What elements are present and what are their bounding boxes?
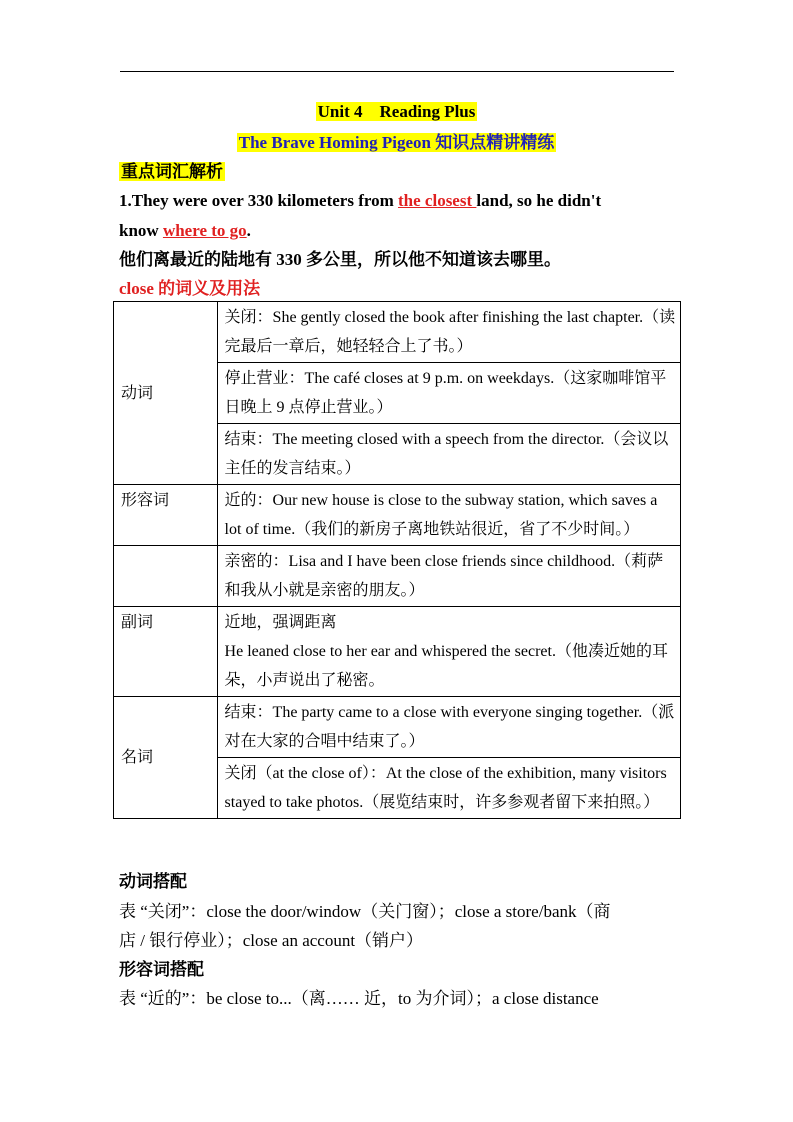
pos-noun: 名词 (114, 697, 218, 819)
meaning-cell: 近的：Our new house is close to the subway station, which saves a lot of time.（我们的新房子离地铁站很近，省了不少时间。） (217, 485, 680, 546)
table-row (114, 607, 681, 697)
section-vocab-heading: 重点词汇解析 (121, 162, 223, 181)
highlight-closest: the closest (398, 191, 477, 210)
sentence1-line1: 1.They were over 330 kilometers from the closest land, so he didn't (119, 191, 602, 210)
header-rule (120, 71, 674, 72)
sentence1-line2: know where to go. (119, 221, 251, 240)
verb-collocation-line1: 表 “关闭”：close the door/window（关门窗）；close a store/bank（商 (119, 902, 611, 921)
meaning-cell: 关闭（at the close of）：At the close of the exhibition, many visitors stayed to take photos.（展览结束时，许多参观者留下来拍照。） (217, 758, 680, 819)
pos-verb: 动词 (114, 302, 218, 485)
meaning-cell: 结束：The meeting closed with a speech from the director.（会议以主任的发言结束。） (217, 424, 680, 485)
verb-collocation-heading: 动词搭配 (119, 872, 187, 891)
meaning-cell: 停止营业：The café closes at 9 p.m. on weekdays.（这家咖啡馆平日晚上 9 点停止营业。） (217, 363, 680, 424)
table-row (114, 546, 681, 607)
unit-title: Unit 4 Reading Plus (317, 102, 476, 121)
meaning-cell: 关闭：She gently closed the book after finishing the last chapter.（读完最后一章后，她轻轻合上了书。） (217, 302, 680, 363)
usage-heading: close 的词义及用法 (119, 279, 261, 298)
meaning-cell: 结束：The party came to a close with everyone singing together.（派对在大家的合唱中结束了。） (217, 697, 680, 758)
highlight-where-to-go: where to go (162, 221, 247, 240)
usage-table (113, 301, 681, 819)
meaning-cell: 亲密的：Lisa and I have been close friends since childhood.（莉萨和我从小就是亲密的朋友。） (217, 546, 680, 607)
lesson-subtitle: The Brave Homing Pigeon 知识点精讲精练 (238, 133, 555, 152)
table-row (114, 302, 681, 363)
pos-empty (114, 546, 218, 607)
meaning-cell: 近地，强调距离 He leaned close to her ear and whispered the secret.（他凑近她的耳朵，小声说出了秘密。 (217, 607, 680, 697)
adj-collocation-heading: 形容词搭配 (119, 960, 204, 979)
table-row (114, 485, 681, 546)
adj-collocation-line1: 表 “近的”：be close to...（离…… 近，to 为介词）；a close distance (119, 989, 599, 1008)
table-row (114, 697, 681, 758)
pos-adverb: 副词 (114, 607, 218, 697)
pos-adjective: 形容词 (114, 485, 218, 546)
verb-collocation-line2: 店 / 银行停业）；close an account（销户） (119, 931, 424, 950)
sentence1-translation: 他们离最近的陆地有 330 多公里，所以他不知道该去哪里。 (119, 250, 561, 269)
